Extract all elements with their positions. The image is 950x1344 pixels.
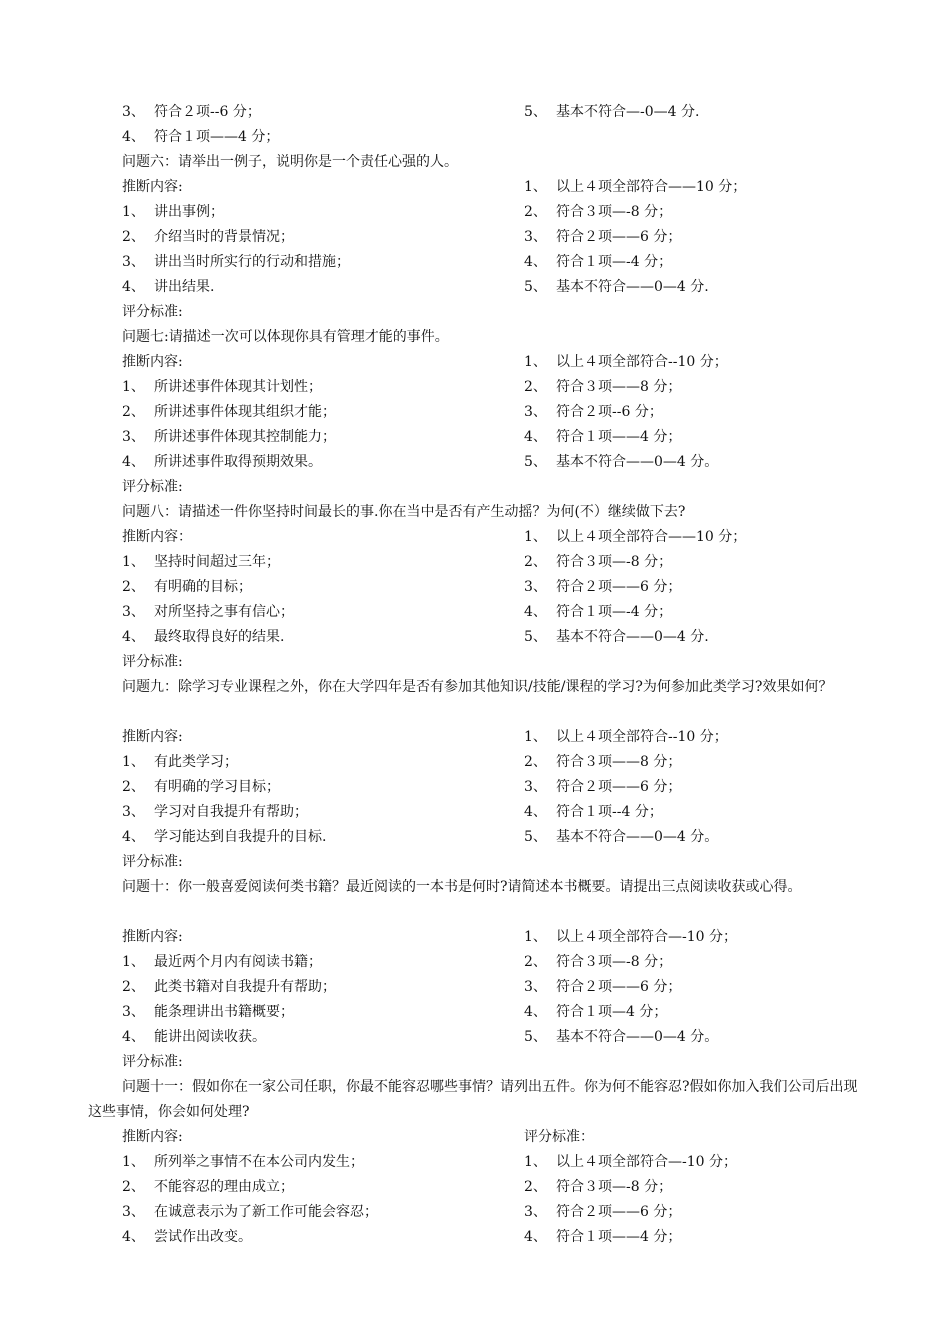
text-line: [524, 352, 728, 372]
list-number: 4、: [122, 454, 145, 470]
line-text: 有明确的目标；: [154, 579, 252, 595]
text-line: [122, 777, 280, 797]
line-text: 评分标准:: [122, 854, 183, 870]
list-number: 4、: [122, 1229, 145, 1245]
text-line: [122, 552, 280, 572]
text-line: [122, 152, 458, 172]
text-line: [122, 602, 294, 622]
text-line: [122, 1027, 266, 1047]
list-number: 5、: [524, 829, 547, 845]
line-text: 符合３项—-8 分；: [556, 1179, 673, 1195]
line-text: 符合２项——6 分；: [556, 779, 682, 795]
question-text: 问题十一：假如你在一家公司任职，你最不能容忍哪些事情？请列出五件。你为何不能容忍?假如你加入我们公司后出现这些事情，你会如何处理?: [88, 1079, 858, 1120]
line-text: 最近两个月内有阅读书籍；: [154, 954, 322, 970]
line-text: 评分标准:: [122, 1054, 183, 1070]
list-number: 4、: [122, 829, 145, 845]
list-number: 3、: [122, 1004, 145, 1020]
line-text: 能讲出阅读收获。: [154, 1029, 266, 1045]
text-line: [524, 1152, 737, 1172]
text-line: [122, 427, 336, 447]
text-line: [524, 727, 728, 747]
line-text: 基本不符合——0—4 分。: [556, 829, 719, 845]
line-text: 符合２项——6 分；: [556, 579, 682, 595]
text-line: [524, 1177, 672, 1197]
text-line: [524, 802, 663, 822]
line-text: 符合１项—-4 分；: [556, 254, 673, 270]
list-number: 4、: [524, 1229, 547, 1245]
list-number: 1、: [122, 754, 145, 770]
line-text: 讲出当时所实行的行动和措施；: [154, 254, 350, 270]
list-number: 4、: [524, 804, 547, 820]
text-line: [524, 252, 672, 272]
line-text: 讲出结果.: [154, 279, 215, 295]
line-text: 所讲述事件体现其控制能力；: [154, 429, 336, 445]
line-text: 推断内容:: [122, 354, 183, 370]
list-number: 5、: [524, 629, 547, 645]
list-number: 5、: [524, 104, 547, 120]
list-number: 2、: [524, 754, 547, 770]
line-text: 学习对自我提升有帮助；: [154, 804, 308, 820]
line-text: 符合２项——6 分；: [556, 1204, 682, 1220]
list-number: 3、: [524, 979, 547, 995]
line-text: 评分标准：: [524, 1129, 594, 1145]
line-text: 推断内容：: [122, 529, 192, 545]
list-number: 3、: [122, 804, 145, 820]
text-line: [122, 727, 183, 747]
list-number: 4、: [122, 129, 145, 145]
line-text: 此类书籍对自我提升有帮助；: [154, 979, 336, 995]
list-number: 3、: [122, 254, 145, 270]
text-line: [524, 927, 737, 947]
text-line: [524, 777, 681, 797]
list-number: 3、: [524, 779, 547, 795]
text-line: [122, 752, 238, 772]
text-line: [122, 927, 183, 947]
text-line: [122, 627, 284, 647]
line-text: 讲出事例；: [154, 204, 224, 220]
text-line: [122, 652, 183, 672]
line-text: 符合１项—4 分；: [556, 1004, 668, 1020]
text-line: [524, 427, 681, 447]
line-text: 在诚意表示为了新工作可能会容忍；: [154, 1204, 378, 1220]
list-number: 1、: [524, 929, 547, 945]
text-line: [122, 477, 183, 497]
list-number: 3、: [122, 1204, 145, 1220]
line-text: 尝试作出改变。: [154, 1229, 252, 1245]
text-line: [122, 827, 326, 847]
list-number: 5、: [524, 279, 547, 295]
line-text: 符合３项—-8 分；: [556, 204, 673, 220]
list-number: 4、: [524, 604, 547, 620]
list-number: 2、: [122, 779, 145, 795]
text-line: [122, 1227, 252, 1247]
text-line: [524, 977, 681, 997]
line-text: 问题八：请描述一件你坚持时间最长的事.你在当中是否有产生动摇？为何(不）继续做下去?: [122, 504, 686, 520]
line-text: 符合３项—-8 分；: [556, 954, 673, 970]
question-text: 问题十：你一般喜爱阅读何类书籍？最近阅读的一本书是何时?请简述本书概要。请提出三点阅读收获或心得。: [122, 879, 802, 895]
text-line: [122, 952, 322, 972]
text-line: [122, 577, 252, 597]
line-text: 不能容忍的理由成立；: [154, 1179, 294, 1195]
text-line: [122, 1152, 364, 1172]
list-number: 3、: [524, 404, 547, 420]
text-line: [122, 502, 685, 522]
text-line: [122, 227, 294, 247]
line-text: 对所坚持之事有信心；: [154, 604, 294, 620]
list-number: 4、: [122, 629, 145, 645]
list-number: 1、: [122, 1154, 145, 1170]
line-text: 以上４项全部符合—-10 分；: [556, 929, 737, 945]
list-number: 4、: [122, 279, 145, 295]
line-text: 以上４项全部符合—-10 分；: [556, 1154, 737, 1170]
list-number: 2、: [524, 1179, 547, 1195]
line-text: 符合１项——4 分；: [556, 429, 682, 445]
list-number: 4、: [524, 429, 547, 445]
list-number: 4、: [122, 1029, 145, 1045]
line-text: 以上４项全部符合——10 分；: [556, 179, 747, 195]
list-number: 2、: [122, 404, 145, 420]
list-number: 3、: [122, 604, 145, 620]
text-line: [524, 1027, 718, 1047]
text-line: [524, 227, 681, 247]
line-text: 坚持时间超过三年；: [154, 554, 280, 570]
list-number: 2、: [524, 204, 547, 220]
text-line: [524, 602, 672, 622]
text-line: [524, 377, 681, 397]
line-text: 评分标准:: [122, 304, 183, 320]
line-text: 符合２项——6 分；: [556, 229, 682, 245]
line-text: 有明确的学习目标；: [154, 779, 280, 795]
line-text: 所讲述事件体现其计划性；: [154, 379, 322, 395]
line-text: 符合２项--6 分；: [556, 404, 663, 420]
line-text: 基本不符合——0—4 分.: [556, 279, 709, 295]
list-number: 3、: [524, 229, 547, 245]
list-number: 2、: [122, 1179, 145, 1195]
question-paragraph: [88, 1075, 863, 1125]
text-line: [524, 577, 681, 597]
list-number: 1、: [122, 554, 145, 570]
text-line: [122, 352, 183, 372]
line-text: 推断内容:: [122, 179, 183, 195]
list-number: 4、: [524, 254, 547, 270]
text-line: [122, 127, 279, 147]
text-line: [524, 1127, 594, 1147]
text-line: [122, 277, 214, 297]
text-line: [122, 1002, 294, 1022]
line-text: 所讲述事件取得预期效果。: [154, 454, 322, 470]
text-line: [122, 977, 336, 997]
line-text: 基本不符合——0—4 分。: [556, 1029, 719, 1045]
list-number: 2、: [524, 954, 547, 970]
line-text: 符合２项--6 分；: [154, 104, 261, 120]
list-number: 1、: [524, 354, 547, 370]
line-text: 推断内容:: [122, 729, 183, 745]
text-line: [122, 402, 336, 422]
text-line: [524, 277, 709, 297]
line-text: 基本不符合—-0—4 分.: [556, 104, 700, 120]
question-text: 问题九：除学习专业课程之外，你在大学四年是否有参加其他知识/技能/课程的学习?为何参加此类学习?效果如何？: [122, 679, 833, 695]
text-line: [122, 102, 261, 122]
list-number: 5、: [524, 1029, 547, 1045]
text-line: [122, 202, 224, 222]
line-text: 介绍当时的背景情况；: [154, 229, 294, 245]
list-number: 2、: [524, 379, 547, 395]
list-number: 1、: [122, 954, 145, 970]
text-line: [122, 1177, 294, 1197]
line-text: 评分标准:: [122, 654, 183, 670]
text-line: [122, 802, 308, 822]
list-number: 2、: [122, 979, 145, 995]
text-line: [524, 202, 672, 222]
text-line: [524, 552, 672, 572]
line-text: 以上４项全部符合--10 分；: [556, 729, 728, 745]
list-number: 1、: [524, 729, 547, 745]
text-line: [122, 452, 322, 472]
line-text: 问题六：请举出一例子，说明你是一个责任心强的人。: [122, 154, 458, 170]
line-text: 以上４项全部符合——10 分；: [556, 529, 747, 545]
line-text: 最终取得良好的结果.: [154, 629, 285, 645]
list-number: 2、: [524, 554, 547, 570]
text-line: [122, 177, 183, 197]
text-line: [122, 1052, 183, 1072]
list-number: 2、: [122, 229, 145, 245]
question-paragraph: [88, 875, 863, 900]
text-line: [524, 827, 718, 847]
list-number: 3、: [524, 1204, 547, 1220]
text-line: [122, 327, 449, 347]
list-number: 1、: [524, 179, 547, 195]
text-line: [524, 452, 718, 472]
line-text: 符合３项—-8 分；: [556, 554, 673, 570]
text-line: [524, 1202, 681, 1222]
list-number: 1、: [524, 1154, 547, 1170]
list-number: 1、: [524, 529, 547, 545]
line-text: 所讲述事件体现其组织才能；: [154, 404, 336, 420]
line-text: 学习能达到自我提升的目标.: [154, 829, 327, 845]
line-text: 符合１项——4 分；: [556, 1229, 682, 1245]
text-line: [122, 377, 322, 397]
line-text: 评分标准:: [122, 479, 183, 495]
line-text: 以上４项全部符合--10 分；: [556, 354, 728, 370]
text-line: [122, 1127, 183, 1147]
text-line: [524, 952, 672, 972]
text-line: [524, 102, 699, 122]
text-line: [524, 1002, 667, 1022]
text-line: [122, 527, 192, 547]
text-line: [524, 627, 709, 647]
line-text: 符合３项——8 分；: [556, 379, 682, 395]
list-number: 4、: [524, 1004, 547, 1020]
line-text: 符合１项—-4 分；: [556, 604, 673, 620]
text-line: [524, 1227, 681, 1247]
text-line: [122, 302, 183, 322]
list-number: 3、: [122, 104, 145, 120]
list-number: 3、: [122, 429, 145, 445]
text-line: [122, 252, 350, 272]
line-text: 基本不符合——0—4 分。: [556, 454, 719, 470]
text-line: [122, 852, 183, 872]
text-line: [524, 177, 746, 197]
line-text: 有此类学习；: [154, 754, 238, 770]
line-text: 符合１项——4 分；: [154, 129, 280, 145]
text-line: [524, 752, 681, 772]
line-text: 符合３项——8 分；: [556, 754, 682, 770]
line-text: 基本不符合——0—4 分.: [556, 629, 709, 645]
text-line: [524, 402, 663, 422]
list-number: 5、: [524, 454, 547, 470]
list-number: 1、: [122, 204, 145, 220]
text-line: [524, 527, 746, 547]
line-text: 符合２项——6 分；: [556, 979, 682, 995]
list-number: 3、: [524, 579, 547, 595]
text-line: [122, 1202, 378, 1222]
line-text: 能条理讲出书籍概要；: [154, 1004, 294, 1020]
list-number: 2、: [122, 579, 145, 595]
line-text: 符合１项--4 分；: [556, 804, 663, 820]
line-text: 推断内容:: [122, 1129, 183, 1145]
line-text: 所列举之事情不在本公司内发生；: [154, 1154, 364, 1170]
line-text: 推断内容:: [122, 929, 183, 945]
line-text: 问题七:请描述一次可以体现你具有管理才能的事件。: [122, 329, 449, 345]
list-number: 1、: [122, 379, 145, 395]
question-paragraph: [88, 675, 863, 700]
